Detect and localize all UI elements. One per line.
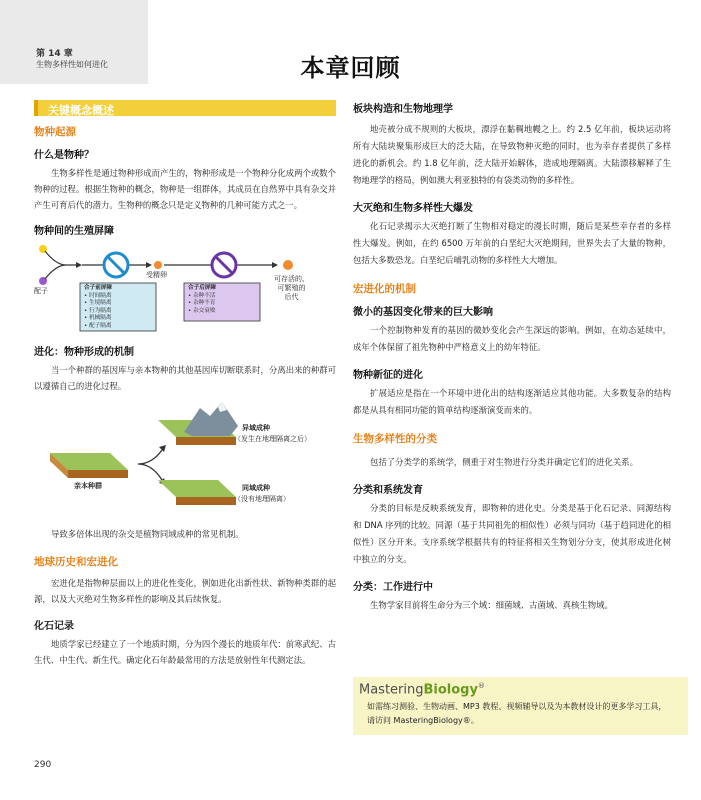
paragraph-phylogeny: 分类的目标是反映系统发育，即物种的进化史。分类是基于化石记录、同源结构和 DNA 序列的比较。同源（基于共同祖先的相似性）必须与同功（基于趋同进化的相似性）区分开来。支序系统学根据共有的特征将相关生物划分分支，使其形成进化树中独立的分支。 bbox=[353, 503, 671, 564]
mastering-biology-logo[interactable] bbox=[359, 682, 485, 697]
prezygotic-item: • 生境隔离 bbox=[84, 300, 112, 307]
logo-registered: ® bbox=[477, 682, 485, 690]
logo-mastering: Mastering bbox=[359, 682, 424, 698]
label-sympatric: 同域成种 bbox=[242, 484, 270, 492]
paragraph-what-is-species: 生物多样性是通过物种形成而产生的，物种形成是一个物种分化成两个或数个物种的过程。根据生物种的概念，物种是一组群体，其成员在自然界中具有杂交并产生可育后代的潜力。生物种的概念只是定义物种的几种可能方式之一。 bbox=[34, 168, 336, 210]
heading-fossil-record: 化石记录 bbox=[34, 621, 74, 632]
paragraph-macroevolution: 宏进化是指物种层面以上的进化性变化，例如进化出新性状、新物种类群的起源，以及大灭绝对生物多样性的影响及其后续恢复。 bbox=[34, 578, 336, 604]
paragraph-mass-extinction: 化石记录揭示大灭绝打断了生物相对稳定的漫长时期，随后是某些幸存者的多样性大爆发。例如，在约 6500 万年前的白垩纪大灭绝期间，世界失去了大量的物种，包括大多数恐龙。白垩纪后哺乳动物的多样性大大增加。 bbox=[353, 221, 671, 265]
prezygotic-item: • 配子隔离 bbox=[84, 322, 112, 329]
heading-speciation-mechanism: 进化：物种形成的机制 bbox=[34, 347, 134, 358]
label-offspring: 可存活的、 可繁殖的 后代 bbox=[274, 275, 309, 301]
heading-work-in-progress: 分类：工作进行中 bbox=[353, 582, 433, 593]
allopatric-block-side bbox=[176, 437, 236, 445]
heading-small-genetic-change: 微小的基因变化带来的巨大影响 bbox=[353, 307, 493, 318]
branch-arrowhead-up bbox=[159, 445, 166, 452]
prezygotic-item: • 行为隔离 bbox=[84, 307, 112, 314]
prezygotic-title: 合子前屏障 bbox=[84, 285, 112, 291]
paragraph-classification: 包括了分类学的系统学，侧重于对生物进行分类并确定它们的进化关系。 bbox=[370, 457, 638, 467]
parent-block-side bbox=[68, 470, 128, 478]
label-fertilized-egg: 受精卵 bbox=[146, 271, 167, 279]
page-number: 290 bbox=[34, 760, 52, 770]
paragraph-fossil-record: 地质学家已经建立了一个地质时期，分为四个漫长的地质年代：前寒武纪、古生代、中生代、新生代。确定化石年龄最常用的方法是放射性年代测定法。 bbox=[34, 639, 336, 665]
prezygotic-item: • 机械隔离 bbox=[84, 315, 112, 322]
label-sympatric-sub: （没有地理隔离） bbox=[234, 495, 290, 503]
mountain-ridge bbox=[184, 402, 238, 436]
label-allopatric-sub: （发生在地理隔离之后） bbox=[234, 435, 311, 443]
zygote-dot bbox=[154, 261, 162, 269]
heading-plate-tectonics: 板块构造和生物地理学 bbox=[353, 104, 453, 115]
prezygotic-item: • 时间隔离 bbox=[84, 292, 112, 299]
speciation-diagram bbox=[34, 398, 336, 518]
flow-arrowhead-1 bbox=[146, 262, 152, 268]
sympatric-block-side bbox=[176, 497, 236, 505]
section-classification: 生物多样性的分类 bbox=[353, 433, 437, 445]
postzygotic-title: 合子后屏障 bbox=[188, 285, 216, 291]
postzygotic-item: • 杂种不育 bbox=[188, 300, 216, 307]
page-title: 本章回顾 bbox=[300, 54, 401, 82]
flow-arrowhead-2 bbox=[272, 262, 278, 268]
key-concepts-banner: 关键概念概述 bbox=[34, 100, 336, 116]
section-species-origin: 物种起源 bbox=[34, 126, 76, 138]
mastering-biology-text: 如需练习测验、生物动画、MP3 教程、视频辅导以及为本教材设计的更多学习工具，请访问 MasteringBiology®。 bbox=[367, 702, 667, 725]
postzygotic-list bbox=[188, 285, 216, 315]
paragraph-speciation-mechanism: 当一个种群的基因库与亲本物种的其他基因库切断联系时，分离出来的种群可以遵循自己的进化过程。 bbox=[34, 365, 336, 391]
heading-reproductive-barriers: 物种间的生殖屏障 bbox=[34, 226, 114, 237]
prezygotic-list bbox=[84, 285, 112, 331]
section-macro-mechanisms: 宏进化的机制 bbox=[353, 283, 416, 295]
heading-novelty: 物种新征的进化 bbox=[353, 370, 423, 381]
merge-arrowhead bbox=[76, 262, 82, 268]
heading-mass-extinction: 大灭绝和生物多样性大爆发 bbox=[353, 203, 473, 214]
reproductive-barriers-figure bbox=[34, 241, 336, 336]
paragraph-plate-tectonics: 地壳被分成不规则的大板块，漂浮在黏稠地幔之上。约 2.5 亿年前，板块运动将所有大陆块聚集形成巨大的泛大陆，在导致物种灭绝的同时，也为幸存者提供了多样进化的新机会。约 1.8 亿年前，泛大陆开始解体，造成地理隔离。大陆漂移解释了生物地理学的格局，例如澳大利亚独特的有袋类动物的多样性。 bbox=[353, 124, 671, 185]
merge-arrow bbox=[45, 251, 76, 279]
chapter-subtitle: 生物多样性如何进化 bbox=[36, 60, 108, 69]
branch-arrows bbox=[138, 450, 162, 480]
section-earth-history: 地球历史和宏进化 bbox=[34, 556, 118, 568]
label-allopatric: 异域成种 bbox=[242, 424, 270, 432]
chapter-number: 第 14 章 bbox=[36, 49, 73, 59]
postzygotic-item: • 杂种不活 bbox=[188, 292, 216, 299]
postzygotic-item: • 杂交衰败 bbox=[188, 307, 216, 314]
heading-what-is-species: 什么是物种？ bbox=[34, 150, 94, 161]
speciation-figure bbox=[34, 398, 336, 518]
label-gametes: 配子 bbox=[34, 287, 48, 295]
heading-phylogeny: 分类和系统发育 bbox=[353, 485, 423, 496]
paragraph-work-in-progress: 生物学家目前将生命分为三个域：细菌域、古菌域、真核生物域。 bbox=[370, 600, 613, 610]
paragraph-novelty: 扩展适应是指在一个环境中进化出的结构逐渐适应其他功能。大多数复杂的结构都是从具有相同功能的简单结构逐渐演变而来的。 bbox=[353, 388, 671, 415]
logo-biology: Biology bbox=[423, 682, 478, 698]
right-column bbox=[353, 100, 671, 614]
paragraph-small-genetic-change: 一个控制物种发育的基因的微妙变化会产生深远的影响。例如，在幼态延续中，成年个体保留了祖先物种中严格意义上的幼年特征。 bbox=[353, 325, 671, 352]
paragraph-polyploid: 导致多倍体出现的杂交是植物同域成种的常见机制。 bbox=[51, 529, 244, 539]
sympatric-block bbox=[158, 480, 236, 497]
mastering-biology-box bbox=[353, 677, 688, 735]
label-parent-population: 亲本种群 bbox=[74, 482, 102, 490]
left-column bbox=[34, 100, 336, 668]
offspring-dot bbox=[283, 260, 293, 270]
